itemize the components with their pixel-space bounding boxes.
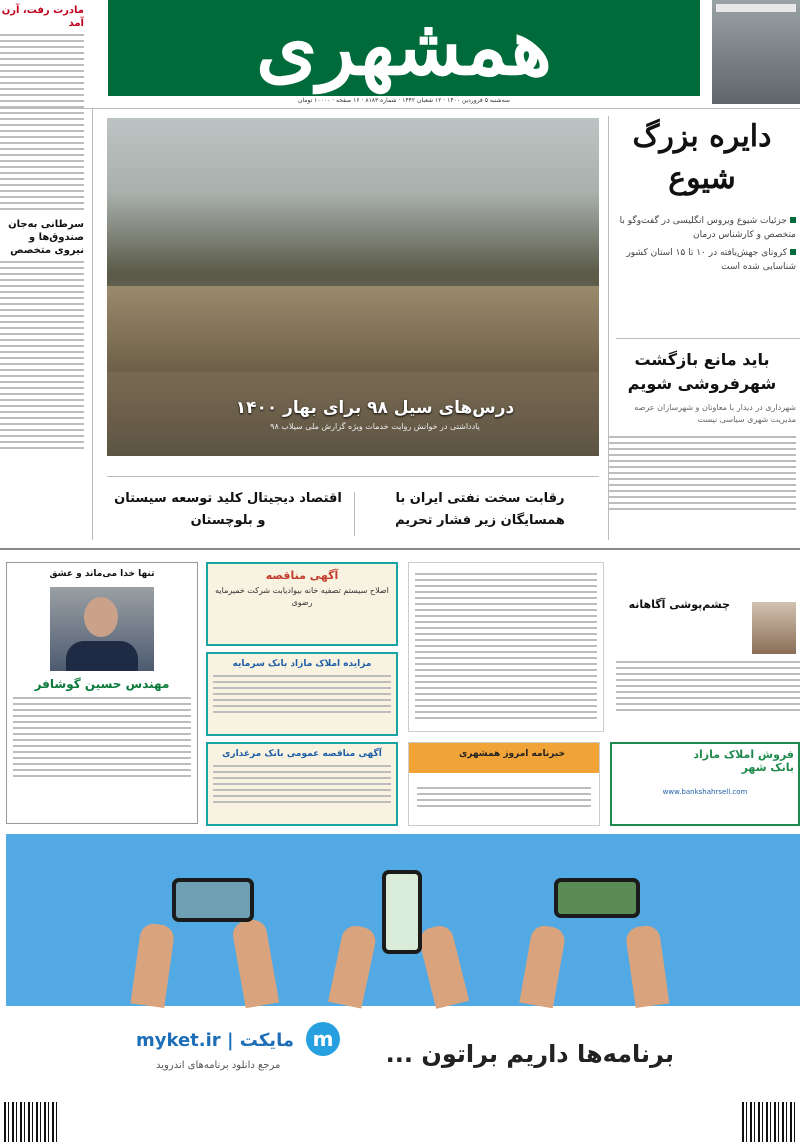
left-column bbox=[0, 0, 84, 453]
barcode-left bbox=[4, 1102, 58, 1142]
obituary-ad[interactable] bbox=[6, 562, 198, 824]
fold-divider bbox=[0, 548, 800, 550]
subhead-right[interactable]: رقابت سخت نفتی ایران با همسایگان زیر فشار تحریم bbox=[395, 491, 565, 528]
column-author-photo bbox=[752, 602, 796, 654]
tender-3-title: آگهی مناقصه عمومی بانک مرغداری bbox=[222, 749, 382, 759]
right-bullet-2-text: کرونای جهش‌یافته در ۱۰ تا ۱۵ استان کشور شناسایی شده است bbox=[626, 248, 796, 272]
subhead-left[interactable]: اقتصاد دیجیتال کلید توسعه سیستان و بلوچستان bbox=[114, 491, 342, 528]
bullet-marker bbox=[790, 249, 796, 255]
obituary-title: تنها خدا می‌ماند و عشق bbox=[49, 569, 155, 579]
myket-tagline: مرجع دانلود برنامه‌های اندروید bbox=[156, 1060, 281, 1071]
photo-boat bbox=[107, 286, 599, 372]
myket-slogan: برنامه‌ها داریم براتون ... bbox=[385, 1040, 674, 1068]
right-text-block bbox=[608, 436, 796, 510]
portrait-suit bbox=[66, 641, 138, 671]
obituary-portrait bbox=[50, 587, 154, 671]
right-lead-story bbox=[608, 116, 796, 274]
phone-icon bbox=[554, 878, 640, 918]
lead-photo-headline[interactable]: درس‌های سیل ۹۸ برای بهار ۱۴۰۰ bbox=[235, 398, 515, 418]
right-sub-2: شهرداری در دیدار با معاونان و شهرسازان عرصه مدیریت شهری سیاسی نیست bbox=[634, 403, 796, 424]
estate-ad-bank: بانک شهر bbox=[741, 761, 794, 774]
phone-screen bbox=[558, 882, 636, 914]
phone-icon bbox=[172, 878, 254, 922]
estate-ad-title: فروش املاک مازاد bbox=[693, 748, 794, 761]
tender-2-text bbox=[213, 675, 391, 713]
tender-ad-3[interactable] bbox=[206, 742, 398, 826]
obituary-name: مهندس حسین گوشافر bbox=[34, 677, 170, 691]
hamshahri-newsletter-ad[interactable] bbox=[408, 742, 600, 826]
right-column-divider bbox=[608, 116, 609, 540]
right-bullet-2 bbox=[608, 246, 796, 274]
left-text-block-1 bbox=[0, 34, 84, 210]
portrait-face bbox=[84, 597, 118, 637]
right-bullet-1 bbox=[608, 214, 796, 242]
masthead-divider bbox=[0, 108, 800, 109]
phone-screen bbox=[176, 882, 250, 918]
left-column-divider bbox=[92, 108, 93, 540]
subhead-separator bbox=[354, 492, 355, 536]
obituary-text bbox=[13, 697, 191, 777]
middle-article bbox=[408, 562, 604, 732]
tender-ad-2[interactable] bbox=[206, 652, 398, 736]
phone-icon bbox=[382, 870, 422, 954]
tender-1-title: آگهی مناقصه bbox=[265, 569, 339, 582]
right-story-divider bbox=[616, 338, 800, 339]
hamshahri-ad-text bbox=[417, 783, 591, 811]
tender-2-title: مزایده املاک مازاد بانک سرمایه bbox=[232, 659, 372, 669]
right-second-story bbox=[608, 348, 796, 514]
subhead-divider bbox=[107, 476, 599, 477]
lead-photo[interactable] bbox=[107, 118, 599, 456]
tender-1-sub: اصلاح سیستم تصفیه خانه بیوادیابت شرکت خمیرمایه رضوی bbox=[215, 586, 389, 607]
myket-brand[interactable]: myket.ir | مایکت bbox=[136, 1030, 294, 1051]
phone-screen bbox=[386, 874, 418, 950]
right-headline-big[interactable]: دایره بزرگ شیوع bbox=[632, 119, 772, 196]
hamshahri-ad-title: خبرنامه امروز همشهری bbox=[459, 749, 566, 759]
estate-ad-url[interactable]: www.bankshahrsell.com bbox=[662, 788, 748, 796]
lead-photo-caption-block bbox=[175, 398, 575, 431]
barcode-right bbox=[742, 1102, 796, 1142]
masthead-info-line: سه‌شنبه ۵ فروردین ۱۴۰۰ · ۱۲ شعبان ۱۴۴۲ · شماره ۸۱۸۳ · ۱۶ صفحه · ۱۰۰۰۰ تومان bbox=[298, 97, 510, 104]
right-bullet-1-text: جزئیات شیوع ویروس انگلیسی در گفت‌وگو با متخصص و کارشناس درمان bbox=[619, 216, 796, 240]
myket-ad[interactable] bbox=[6, 834, 800, 1094]
masthead-logo[interactable]: همشهری bbox=[108, 0, 700, 96]
tender-3-text bbox=[213, 765, 391, 803]
tender-ad-1[interactable] bbox=[206, 562, 398, 646]
right-headline-2[interactable]: باید مانع بازگشت شهرفروشی شویم bbox=[627, 350, 777, 393]
left-headline-2[interactable]: سرطانی به‌جان صندوق‌ها و نیروی متخصص bbox=[8, 219, 84, 256]
bank-shahr-estate-ad[interactable] bbox=[610, 742, 800, 826]
left-text-block-2 bbox=[0, 261, 84, 449]
left-headline-1[interactable]: مادرت رفت، آرن آمد bbox=[1, 5, 84, 29]
middle-article-text bbox=[415, 573, 597, 719]
column-piece[interactable] bbox=[616, 562, 800, 732]
teaser-photo-strip bbox=[716, 4, 796, 12]
bullet-marker bbox=[790, 217, 796, 223]
myket-logo-icon[interactable]: m bbox=[306, 1022, 340, 1056]
column-piece-text bbox=[616, 661, 800, 711]
lead-photo-caption: یادداشتی در خوانش روایت خدمات ویژه گزارش ملی سیلاب ۹۸ bbox=[270, 422, 480, 431]
masthead-teaser-photo[interactable] bbox=[712, 0, 800, 104]
column-piece-title: چشم‌پوشی آگاهانه bbox=[628, 598, 730, 611]
